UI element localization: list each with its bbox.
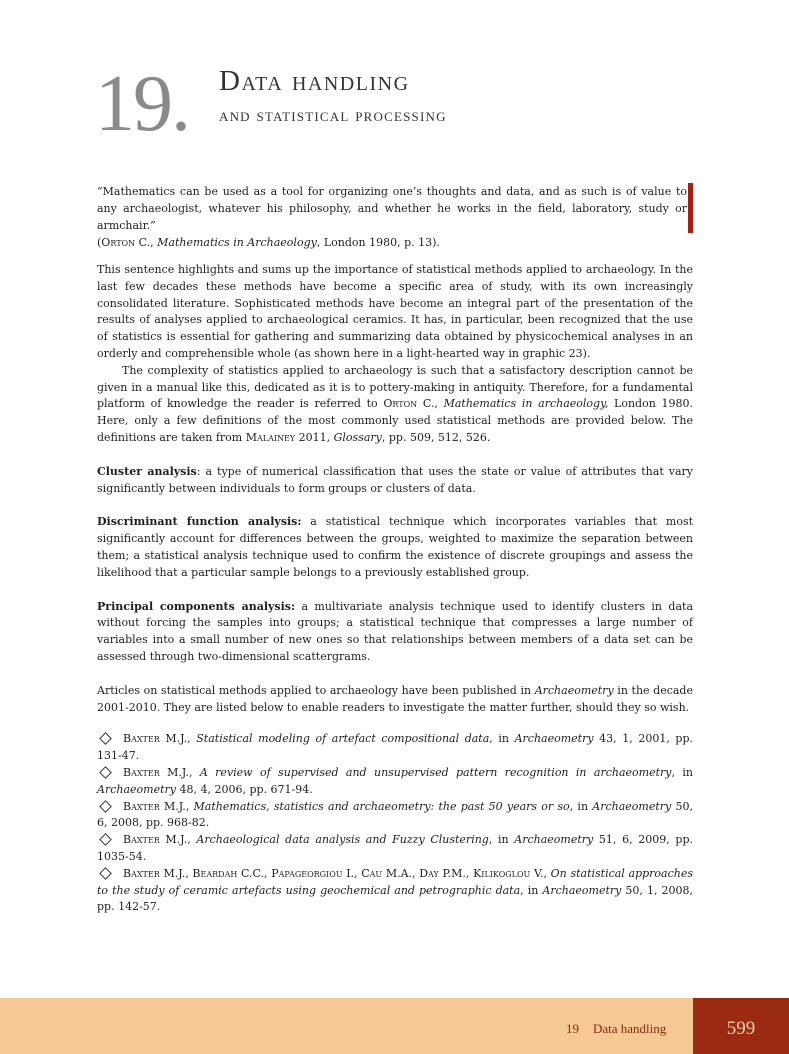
reference-details: 43, 1, 2001, pp. 131-47. (97, 732, 694, 763)
definition-text: a multivariate analysis technique used to identify clusters in data without forcing the samples into groups; a statistical technique that compresses a large number of variables into a small number of new ones so that relationships between members of a data set can be assessed through two-dimensional scattergrams. (97, 599, 693, 663)
reference-list (97, 731, 693, 916)
diamond-bullet-icon (99, 833, 112, 846)
body-text (97, 262, 693, 916)
reference-item: Baxter M.J., A review of supervised and unsupervised pattern recognition in archaeometry, in Archaeometry 48, 4, 2006, pp. 671-94. (97, 765, 693, 796)
quote-citation-sep: , (150, 236, 158, 249)
quote-citation-open: ( (97, 236, 102, 249)
reference-journal: Archaeometry (592, 799, 672, 813)
reference-title: On statistical approaches to the study of ceramic artefacts using geochemical and petrographic data (97, 866, 693, 897)
reference-authors: Baxter M.J. (123, 833, 188, 847)
reference-item: Baxter M.J., Archaeological data analysis and Fuzzy Clustering, in Archaeometry 51, 6, 2009, pp. 1035-54. (97, 833, 693, 863)
reference-details: 48, 4, 2006, pp. 671-94. (175, 782, 313, 796)
diamond-bullet-icon (99, 766, 112, 779)
reference-details: 50, 1, 2008, pp. 142-57. (97, 883, 693, 914)
reference-journal: Archaeometry (514, 732, 594, 746)
definition-cluster-analysis (97, 464, 693, 498)
reference-authors: Baxter M.J. (123, 732, 188, 746)
quote-citation-author: Orton C. (101, 236, 151, 249)
reference-authors: Baxter M.J., Beardah C.C., Papageorgiou I., Cau M.A., Day P.M., Kilikoglou V. (123, 866, 544, 880)
reference-item: Baxter M.J., Beardah C.C., Papageorgiou I., Cau M.A., Day P.M., Kilikoglou V., On statistical approaches to the study of ceramic artefacts using geochemical and petrographic data, in Archaeometry 50, 1, 2008, pp. 142-57. (97, 866, 693, 914)
intro-paragraph-1: This sentence highlights and sums up the importance of statistical methods applied to archaeology. In the last few decades these methods have become a specific area of study, with its own increasingly consolidated literature. Sophisticated methods have become an integral part of the presentation of the results of analyses applied to archaeological ceramics. It has, in particular, been recognized that the use of statistics is essential for gathering and summarizing data obtained by physicochemical analyses in an orderly and comprehensible whole (as shown here in a light-hearted way in graphic 23). (97, 263, 693, 360)
reference-details: 50, 6, 2008, pp. 968-82. (97, 799, 693, 830)
diamond-bullet-icon (99, 732, 112, 745)
reference-item: Baxter M.J., Mathematics, statistics and archaeometry: the past 50 years or so, in Archaeometry 50, 6, 2008, pp. 968-82. (97, 799, 693, 830)
cited-work-2: Glossary (333, 430, 382, 444)
chapter-number: 19. (95, 60, 189, 148)
reference-item: Baxter M.J., Statistical modeling of artefact compositional data, in Archaeometry 43, 1, 2001, pp. 131-47. (97, 732, 694, 763)
chapter-subtitle: and statistical processing (219, 105, 447, 125)
intro-paragraph-2: The complexity of statistics applied to archaeology is such that a satisfactory description cannot be given in a manual like this, dedicated as it is to pottery-making in antiquity. Therefore, for a fundamental platform of knowledge the reader is referred to Orton C., Mathematics in archaeology, London 1980. Here, only a few definitions of the most commonly used statistical methods are provided below. The definitions are taken from Malainey 2011, Glossary, pp. 509, 512, 526. (97, 363, 693, 444)
quote-text: “Mathematics can be used as a tool for organizing one’s thoughts and data, and as such is of value to any archaeologist, whatever his philosophy, and whether he works in the field, laboratory, study or armchair.” (97, 185, 687, 232)
journal-name: Archaeometry (534, 683, 614, 697)
diamond-bullet-icon (99, 867, 112, 880)
reference-title: Mathematics, statistics and archaeometry: the past 50 years or so (193, 799, 570, 813)
chapter-title: Data handling (219, 65, 410, 97)
reference-journal: Archaeometry (514, 833, 594, 847)
footer-chapter-title: Data handling (593, 1021, 667, 1036)
definition-text: : a type of numerical classification that uses the state or value of attributes that vary significantly between individuals to form groups or clusters of data. (97, 464, 694, 495)
reference-title: Statistical modeling of artefact compositional data (196, 732, 490, 746)
cited-author: Orton C. (383, 397, 435, 411)
reference-details: 51, 6, 2009, pp. 1035-54. (97, 833, 693, 863)
definition-term: Cluster analysis (97, 464, 197, 478)
cited-author-2: Malainey (245, 430, 296, 444)
quote-citation-rest: , London 1980, p. 13). (316, 236, 440, 249)
reference-title: Archaeological data analysis and Fuzzy Clustering (196, 833, 489, 847)
page-number: 599 (726, 1018, 756, 1039)
diamond-bullet-icon (99, 800, 112, 813)
definition-text: a statistical technique which incorporates variables that most significantly account for differences between the groups, weighted to maximize the separation between them; a statistical analysis technique used to confirm the existence of discrete groupings and assess the likelihood that a particular sample belongs to a previously established group. (97, 515, 694, 579)
articles-paragraph: Articles on statistical methods applied to archaeology have been published in Archaeometry in the decade 2001-2010. They are listed below to enable readers to investigate the matter further, should they so wish. (97, 683, 693, 714)
definition-term: Principal components analysis: (97, 599, 296, 613)
reference-authors: Baxter M.J. (123, 799, 186, 813)
reference-authors: Baxter M.J. (123, 765, 189, 779)
reference-journal: Archaeometry (97, 782, 176, 796)
definition-principal-components-analysis (97, 599, 693, 666)
reference-title: A review of supervised and unsupervised pattern recognition in archaeometry (199, 765, 672, 779)
footer-chapter-number: 19 (566, 1021, 579, 1036)
page-number-box (693, 998, 789, 1054)
quote-citation-work: Mathematics in Archaeology (157, 236, 317, 249)
epigraph-quote (97, 183, 687, 251)
cited-work: Mathematics in archaeology, (443, 397, 609, 411)
quote-accent-bar (688, 183, 693, 233)
definition-discriminant-function-analysis (97, 514, 693, 581)
reference-journal: Archaeometry (542, 883, 622, 897)
footer-chapter-label (566, 1021, 666, 1037)
definition-term: Discriminant function analysis: (97, 515, 302, 529)
